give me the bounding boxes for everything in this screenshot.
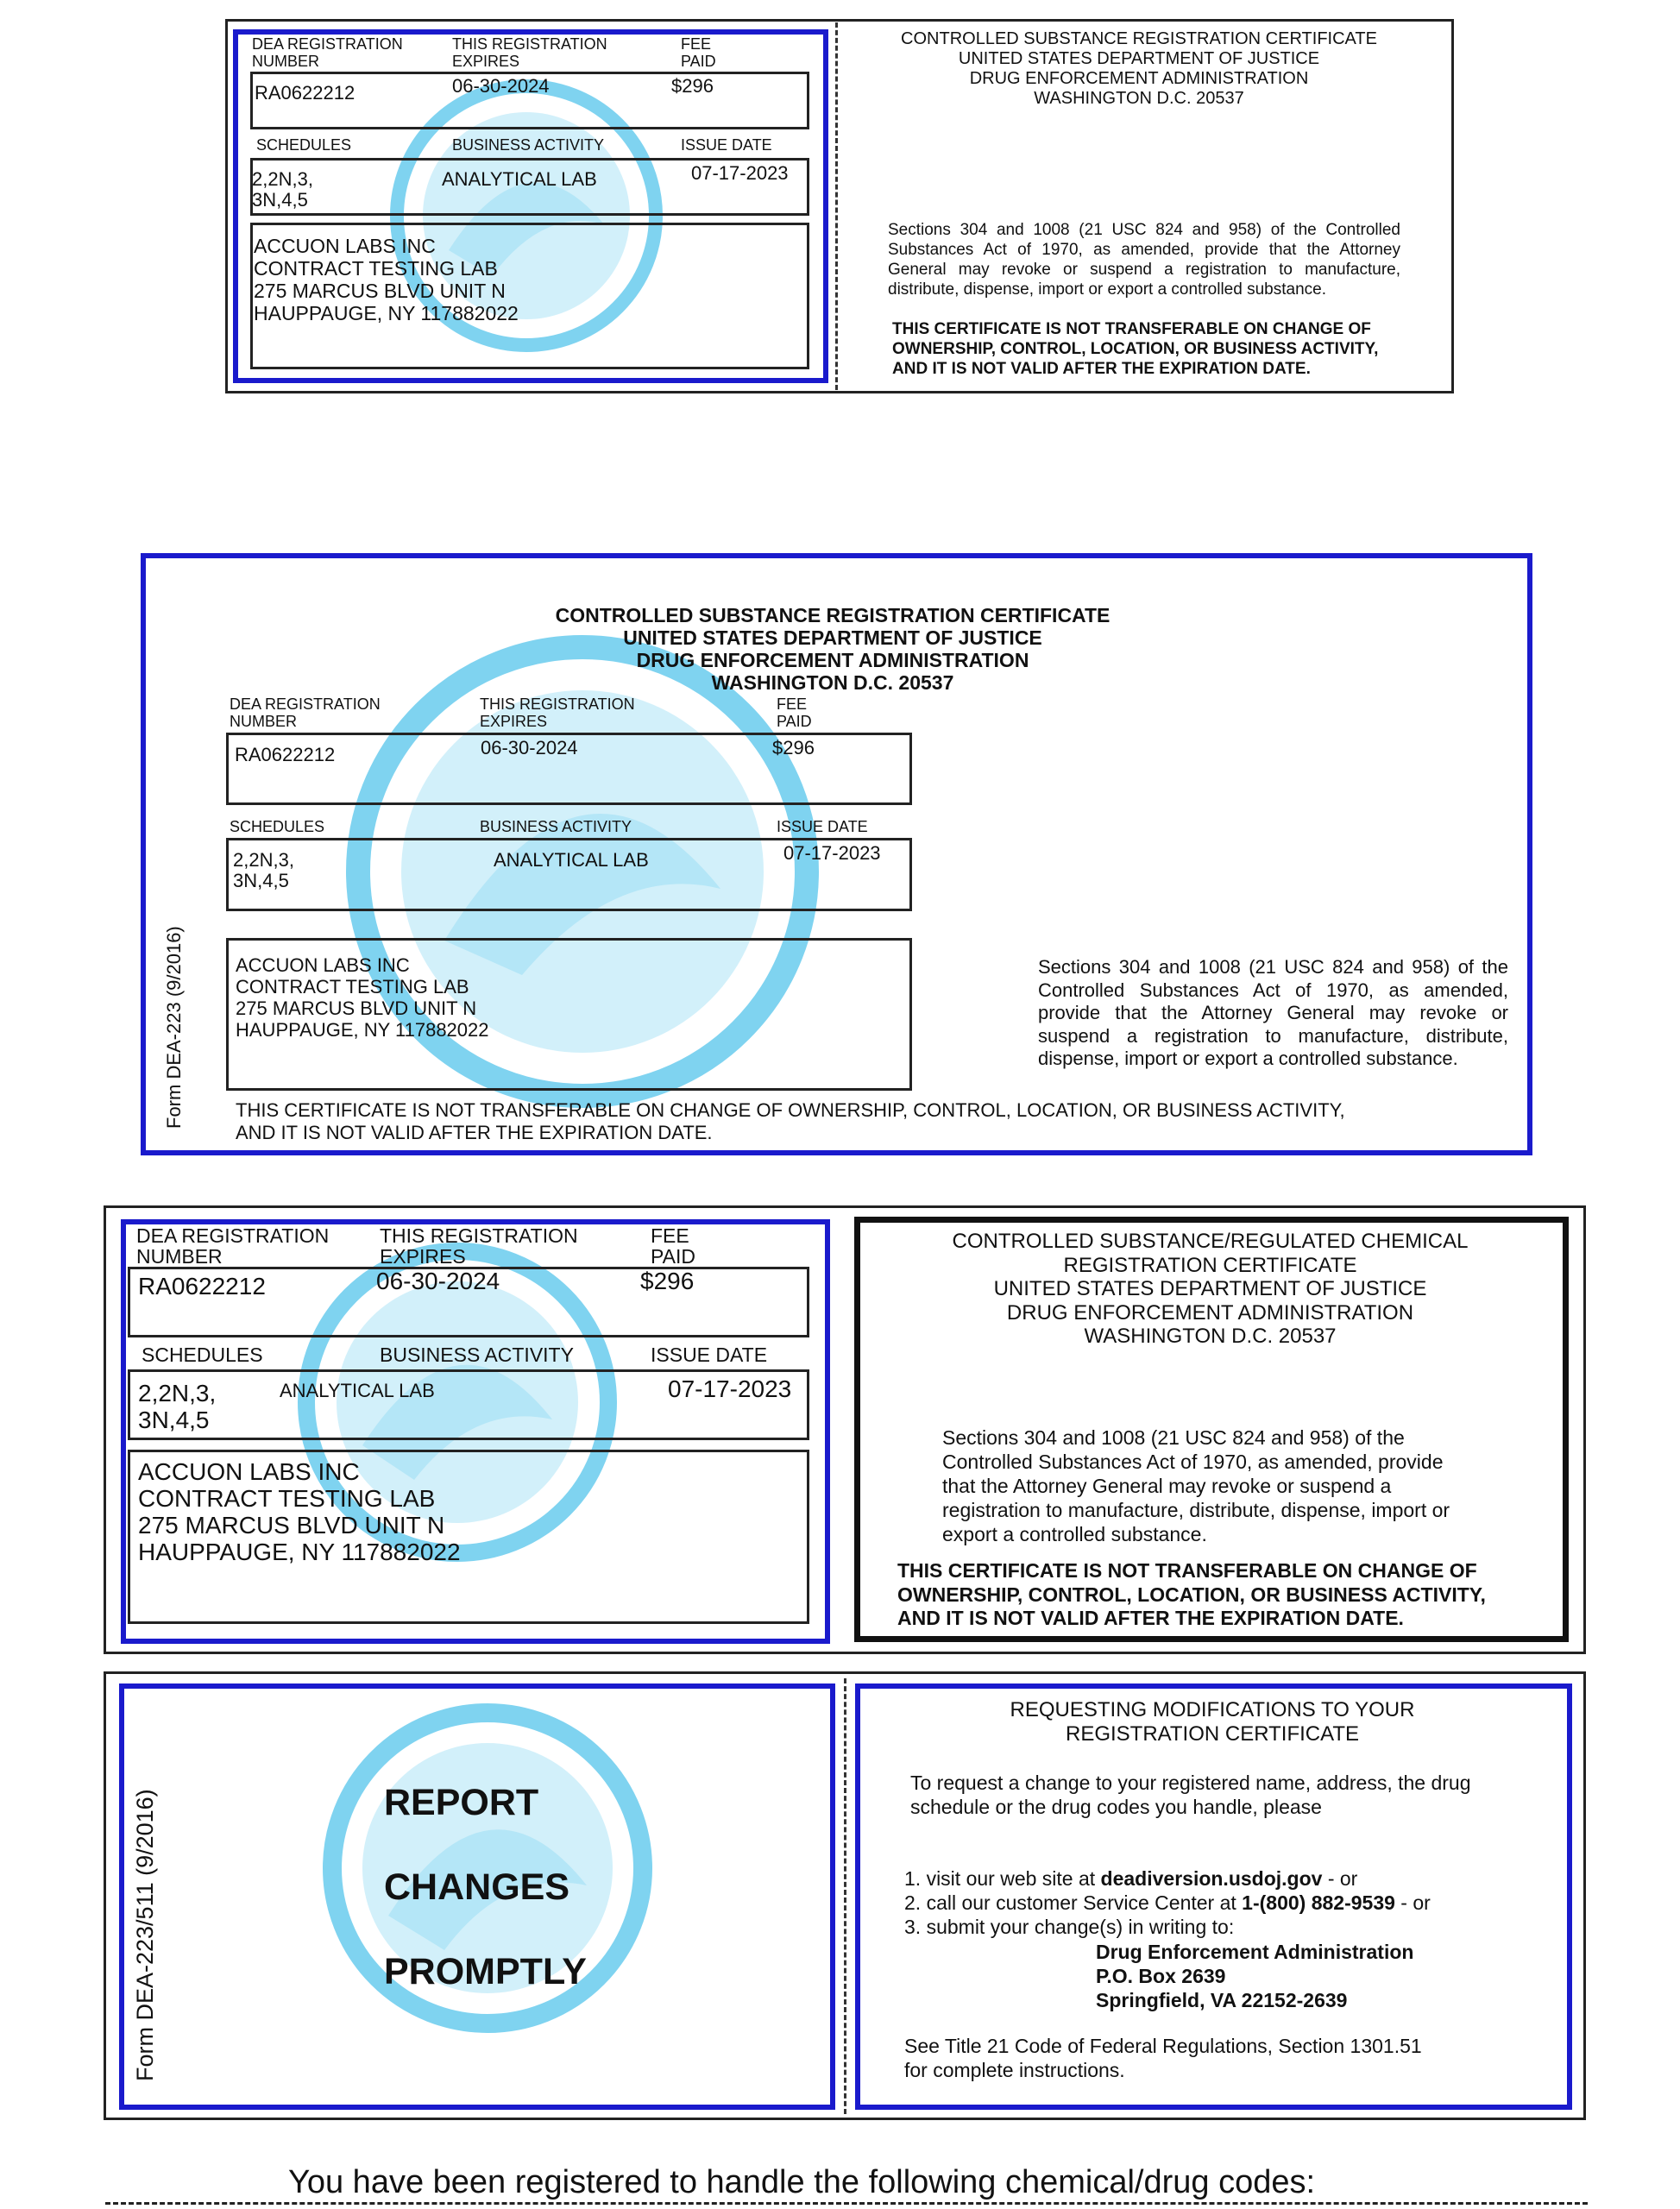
modifications-item-1-text: 1. visit our web site at: [904, 1867, 1101, 1890]
mailing-address: Drug Enforcement Administration P.O. Box 2639 Springfield, VA 22152-2639: [1096, 1941, 1414, 2011]
phone-number: 1-(800) 882-9539: [1242, 1891, 1395, 1914]
cert3-label-issue: ISSUE DATE: [651, 1344, 768, 1366]
cert2-label-issue: ISSUE DATE: [777, 818, 868, 835]
cert1-reg-number: RA0622212: [255, 82, 356, 104]
cert2-header-title: CONTROLLED SUBSTANCE REGISTRATION CERTIFICATE UNITED STATES DEPARTMENT OF JUSTICE DRUG ENFORCEMENT ADMINISTRATION WASHINGTON D.C. 20537: [555, 604, 1111, 694]
modifications-item-2: [904, 1891, 1431, 1915]
cert3-fee: $296: [640, 1268, 695, 1294]
cert2-label-schedules: SCHEDULES: [230, 818, 325, 835]
cert3-address: ACCUON LABS INC CONTRACT TESTING LAB 275 MARCUS BLVD UNIT N HAUPPAUGE, NY 117882022: [138, 1458, 461, 1565]
cert1-label-expires: THIS REGISTRATION EXPIRES: [452, 35, 607, 70]
cert1-fee: $296: [671, 75, 714, 97]
cert2-label-fee: FEE PAID: [777, 695, 812, 730]
cert3-reg-number: RA0622212: [138, 1273, 266, 1300]
report-line-1: REPORT: [384, 1782, 539, 1823]
cert2-label-reg-number: DEA REGISTRATION NUMBER: [230, 695, 381, 730]
cert1-not-transferable: THIS CERTIFICATE IS NOT TRANSFERABLE ON CHANGE OF OWNERSHIP, CONTROL, LOCATION, OR BUSINESS ACTIVITY, AND IT IS NOT VALID AFTER THE EXPIRATION DATE.: [892, 320, 1379, 378]
cert2-form-number: Form DEA-223 (9/2016): [163, 926, 185, 1129]
cert1-address: ACCUON LABS INC CONTRACT TESTING LAB 275 MARCUS BLVD UNIT N HAUPPAUGE, NY 117882022: [254, 235, 519, 324]
modifications-item-2-text: 2. call our customer Service Center at: [904, 1891, 1243, 1914]
cert3-issue-date: 07-17-2023: [668, 1375, 792, 1402]
cert2-fee: $296: [772, 737, 815, 758]
cert1-business-activity: ANALYTICAL LAB: [442, 168, 597, 190]
cert1-expires: 06-30-2024: [452, 75, 550, 97]
modifications-item-1: [904, 1867, 1357, 1891]
cert1-header: CONTROLLED SUBSTANCE REGISTRATION CERTIFICATE UNITED STATES DEPARTMENT OF JUSTICE DRUG ENFORCEMENT ADMINISTRATION WASHINGTON D.C. 20537: [901, 29, 1377, 108]
cert2-reg-number: RA0622212: [235, 744, 336, 765]
modifications-title: REQUESTING MODIFICATIONS TO YOUR REGISTRATION CERTIFICATE: [1010, 1698, 1415, 1746]
cert2-schedules: 2,2N,3, 3N,4,5: [233, 849, 294, 891]
cert2-label-expires: THIS REGISTRATION EXPIRES: [480, 695, 635, 730]
cert2-not-transferable: THIS CERTIFICATE IS NOT TRANSFERABLE ON CHANGE OF OWNERSHIP, CONTROL, LOCATION, OR BUSINESS ACTIVITY, AND IT IS NOT VALID AFTER THE EXPIRATION DATE.: [236, 1099, 1345, 1143]
cert2-address: ACCUON LABS INC CONTRACT TESTING LAB 275 MARCUS BLVD UNIT N HAUPPAUGE, NY 117882022: [236, 954, 489, 1041]
cert1-label-reg-number: DEA REGISTRATION NUMBER: [252, 35, 403, 70]
cert3-header: CONTROLLED SUBSTANCE/REGULATED CHEMICAL REGISTRATION CERTIFICATE UNITED STATES DEPARTMENT OF JUSTICE DRUG ENFORCEMENT ADMINISTRATION WASHINGTON D.C. 20537: [952, 1230, 1469, 1348]
cert2-expires: 06-30-2024: [481, 737, 578, 758]
cert2-issue-date: 07-17-2023: [783, 842, 881, 864]
cert3-schedules: 2,2N,3, 3N,4,5: [138, 1380, 217, 1433]
cert3-label-fee: FEE PAID: [651, 1224, 695, 1268]
cert1-label-schedules: SCHEDULES: [256, 136, 352, 154]
instruction-form-number: Form DEA-223/511 (9/2016): [132, 1789, 158, 2081]
instruction-card-perforation: [844, 1678, 846, 2114]
cert3-business-activity: ANALYTICAL LAB: [280, 1380, 435, 1401]
report-line-3: PROMPTLY: [384, 1951, 587, 1992]
modifications-item-3: 3. submit your change(s) in writing to:: [904, 1916, 1235, 1938]
cert3-label-expires: THIS REGISTRATION EXPIRES: [380, 1224, 578, 1268]
cert3-not-transferable: THIS CERTIFICATE IS NOT TRANSFERABLE ON CHANGE OF OWNERSHIP, CONTROL, LOCATION, OR BUSINESS ACTIVITY, AND IT IS NOT VALID AFTER THE EXPIRATION DATE.: [897, 1559, 1486, 1629]
cert1-label-issue: ISSUE DATE: [681, 136, 772, 154]
cert1-label-business: BUSINESS ACTIVITY: [452, 136, 605, 154]
cert1-sections-text: Sections 304 and 1008 (21 USC 824 and 958) of the Controlled Substances Act of 1970, as amended, provide that the Attorney General may revoke or suspend a registration to manufacture, distribute, dispense, import or export a controlled substance.: [888, 221, 1400, 299]
cert3-label-reg-number: DEA REGISTRATION NUMBER: [136, 1224, 330, 1268]
cert1-issue-date: 07-17-2023: [691, 162, 789, 184]
cert1-label-fee: FEE PAID: [681, 35, 716, 70]
bottom-dashed-rule: [105, 2202, 1588, 2205]
cert2-sections-text: Sections 304 and 1008 (21 USC 824 and 958) of the Controlled Substances Act of 1970, as amended, provide that the Attorney General may revoke or suspend a registration to manufacture, distribute, dispense, import or export a controlled substance.: [1038, 956, 1508, 1069]
cert2-header: [483, 582, 1182, 694]
cert1-schedules: 2,2N,3, 3N,4,5: [252, 168, 313, 211]
report-line-2: CHANGES: [384, 1866, 570, 1908]
modifications-item-1-suffix: - or: [1322, 1867, 1358, 1890]
modifications-footer: See Title 21 Code of Federal Regulations, Section 1301.51 for complete instructions.: [904, 2035, 1422, 2081]
certificate-1-perforation: [835, 22, 838, 390]
cert2-label-business: BUSINESS ACTIVITY: [480, 818, 632, 835]
cert3-label-schedules: SCHEDULES: [142, 1344, 263, 1366]
modifications-item-2-suffix: - or: [1394, 1891, 1431, 1914]
website-link[interactable]: deadiversion.usdoj.gov: [1100, 1867, 1323, 1890]
modifications-intro: To request a change to your registered name, address, the drug schedule or the drug codes you handle, please: [910, 1772, 1471, 1818]
cert3-sections-text: Sections 304 and 1008 (21 USC 824 and 958) of the Controlled Substances Act of 1970, as amended, provide that the Attorney General may revoke or suspend a registration to manufacture, distribute, dispense, import or export a controlled substance.: [942, 1426, 1450, 1545]
cert3-expires: 06-30-2024: [376, 1268, 500, 1294]
drug-codes-heading: You have been registered to handle the following chemical/drug codes:: [285, 2164, 1318, 2201]
cert3-label-business: BUSINESS ACTIVITY: [380, 1344, 574, 1366]
cert2-business-activity: ANALYTICAL LAB: [494, 849, 649, 871]
